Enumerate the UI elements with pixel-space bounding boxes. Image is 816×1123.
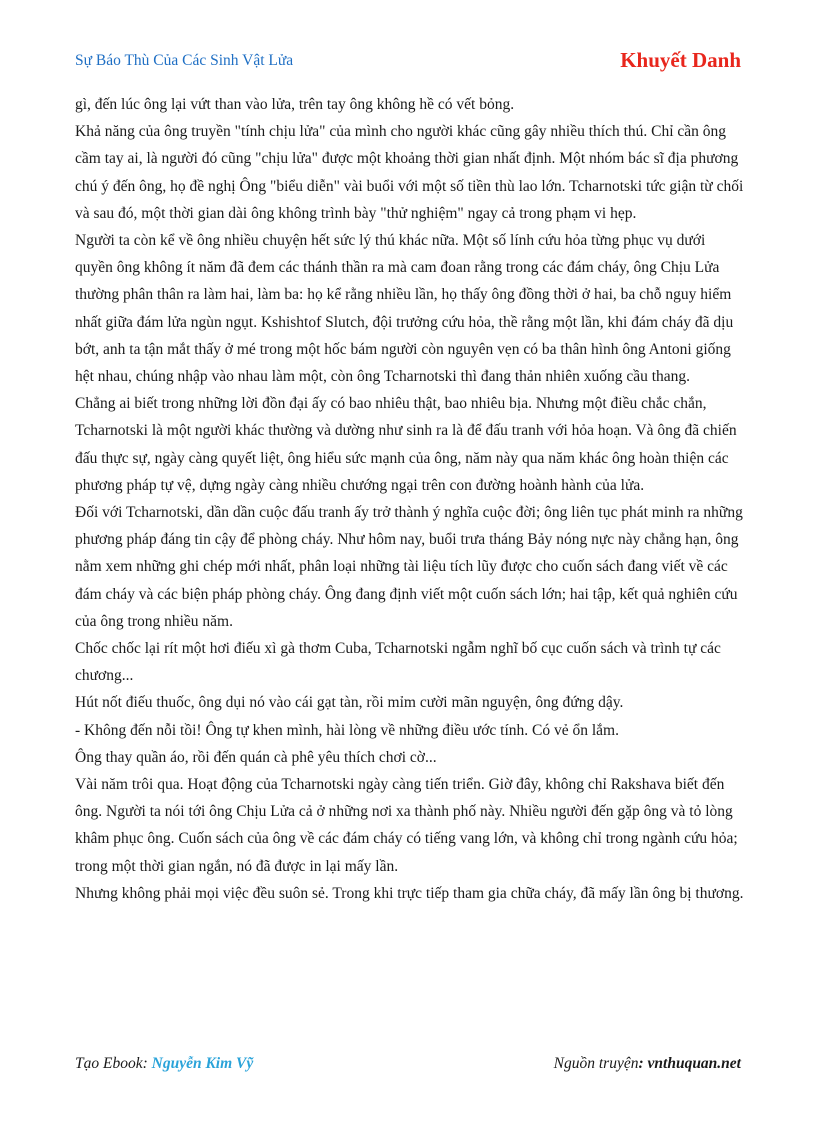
page-footer [75, 1055, 741, 1077]
page-header [75, 48, 741, 78]
source-site-link[interactable]: vnthuquan.net [647, 1055, 741, 1072]
credit-name: Nguyễn Kim Vỹ [151, 1055, 254, 1072]
ebook-credit [75, 1055, 253, 1073]
source-label: Nguồn truyện [553, 1055, 639, 1072]
credit-separator: : [142, 1055, 152, 1072]
paragraph: Người ta còn kể về ông nhiều chuyện hết sức lý thú khác nữa. Một số lính cứu hỏa từng phục vụ dưới quyền ông không ít năm đã đem các thánh thần ra mà cam đoan rằng trong các đám cháy, ông Chịu Lửa thường phân thân ra làm hai, làm ba: họ kể rằng nhiều lần, họ thấy ông đồng thời ở hai, ba chỗ nguy hiểm nhất giữa đám lửa ngùn ngụt. Kshishtof Slutch, đội trưởng cứu hỏa, thề rằng một lần, khi đám cháy đã dịu bớt, anh ta tận mắt thấy ở mé trong một hốc bám người còn nguyên vẹn có ba thân hình ông Antoni giống hệt nhau, chúng nhập vào nhau làm một, còn ông Tcharnotski thì đang thản nhiên xuống cầu thang. [75, 232, 734, 386]
author-name: Khuyết Danh [620, 48, 741, 72]
paragraph: Ông thay quần áo, rồi đến quán cà phê yêu thích chơi cờ... [75, 748, 437, 766]
paragraph: Khả năng của ông truyền "tính chịu lửa" của mình cho người khác cũng gây nhiều thích thú. Chỉ cần ông cầm tay ai, là người đó cũng "chịu lửa" được một khoảng thời gian nhất định. Một nhóm bác sĩ địa phương chú ý đến ông, họ đề nghị Ông "biểu diễn" vài buổi với một số tiền thù lao lớn. Tcharnotski tức giận từ chối và sau đó, một thời gian dài ông không trình bày "thử nghiệm" ngay cả trong phạm vi hẹp. [75, 123, 744, 222]
story-source [554, 1055, 741, 1073]
paragraph: Chẳng ai biết trong những lời đồn đại ấy có bao nhiêu thật, bao nhiêu bịa. Nhưng một điều chắc chắn, Tcharnotski là một người khác thường và dường như sinh ra là để đấu tranh với hỏa hoạn. Và ông đã chiến đấu thực sự, ngày càng quyết liệt, ông hiểu sức mạnh của ông, năm này qua năm khác ông hoàn thiện các phương pháp tự vệ, dựng ngày càng nhiều chướng ngại trên con đường hoành hành của lửa. [75, 395, 737, 494]
paragraph: - Không đến nỗi tồi! Ông tự khen mình, hài lòng về những điều ước tính. Có vẻ ổn lắm. [75, 721, 619, 739]
paragraph: gì, đến lúc ông lại vứt than vào lửa, trên tay ông không hề có vết bỏng. [75, 96, 515, 113]
paragraph: Đối với Tcharnotski, dần dần cuộc đấu tranh ấy trở thành ý nghĩa cuộc đời; ông liên tục phát minh ra những phương pháp đáng tin cậy để phòng cháy. Như hôm nay, buổi trưa tháng Bảy nóng nực này chẳng hạn, ông nằm xem những ghi chép mới nhất, phân loại những tài liệu tích lũy được cho cuốn sách đang viết về các đám cháy và các biện pháp phòng cháy. Ông đang định viết một cuốn sách lớn; hai tập, kết quả nghiên cứu của ông trong nhiều năm. [75, 504, 743, 630]
paragraph: Chốc chốc lại rít một hơi điếu xì gà thơm Cuba, Tcharnotski ngẫm nghĩ bố cục cuốn sách và trình tự các chương... [75, 640, 721, 685]
story-body [75, 91, 745, 907]
book-title: Sự Báo Thù Của Các Sinh Vật Lửa [75, 52, 294, 69]
paragraph: Vài năm trôi qua. Hoạt động của Tcharnotski ngày càng tiến triển. Giờ đây, không chỉ Rakshava biết đến ông. Người ta nói tới ông Chịu Lửa cả ở những nơi xa thành phố này. Nhiều người đến gặp ông và tỏ lòng khâm phục ông. Cuốn sách của ông về các đám cháy có tiếng vang lớn, và không chỉ trong ngành cứu hỏa; trong một thời gian ngắn, nó đã được in lại mấy lần. [75, 776, 738, 875]
source-separator: : [638, 1055, 648, 1072]
paragraph: Nhưng không phải mọi việc đều suôn sẻ. Trong khi trực tiếp tham gia chữa cháy, đã mấy lần ông bị thương. [75, 884, 744, 902]
credit-label: Tạo Ebook [75, 1055, 143, 1072]
paragraph: Hút nốt điếu thuốc, ông dụi nó vào cái gạt tàn, rồi mỉm cười mãn nguyện, ông đứng dậy. [75, 694, 624, 712]
